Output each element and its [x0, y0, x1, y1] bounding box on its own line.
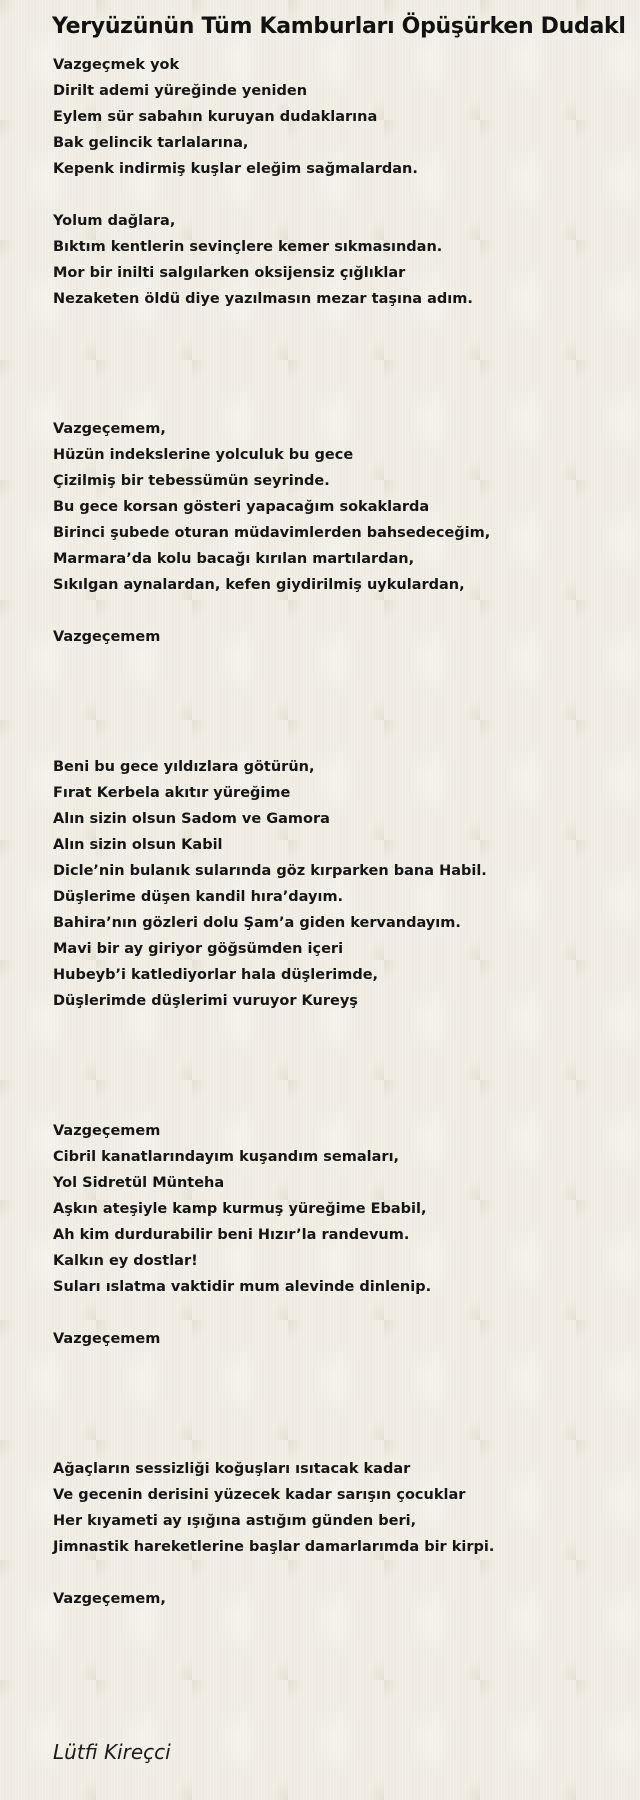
poem-line: Vazgeçemem — [53, 1123, 161, 1139]
poem-line: Kalkın ey dostlar! — [53, 1253, 198, 1269]
stanza — [53, 1118, 633, 1300]
stanza-gap — [53, 598, 633, 624]
poem-line: Marmara’da kolu bacağı kırılan martılardan, — [53, 551, 415, 567]
stanza — [53, 416, 633, 598]
poem-line: Vazgeçmek yok — [53, 57, 180, 73]
poem-line: Çizilmiş bir tebessümün seyrinde. — [53, 473, 330, 489]
poem-line: Alın sizin olsun Sadom ve Gamora — [53, 811, 330, 827]
poem-line: Ah kim durdurabilir beni Hızır’la randevum. — [53, 1227, 410, 1243]
poem-line: Sıkılgan aynalardan, kefen giydirilmiş uykulardan, — [53, 577, 465, 593]
poem-line: Bu gece korsan gösteri yapacağım sokaklarda — [53, 499, 430, 515]
poem-line: Cibril kanatlarındayım kuşandım semaları, — [53, 1149, 400, 1165]
poem-line: Nezaketen öldü diye yazılmasın mezar taşına adım. — [53, 291, 473, 307]
stanza-gap — [53, 1014, 633, 1118]
poem-body — [53, 52, 633, 1612]
poem-line: Vazgeçemem — [53, 629, 161, 645]
stanza-gap — [53, 1352, 633, 1456]
stanza-gap — [53, 312, 633, 416]
poem-line: Aşkın ateşiyle kamp kurmuş yüreğime Ebabil, — [53, 1201, 427, 1217]
poem-line: Düşlerime düşen kandil hıra’dayım. — [53, 889, 344, 905]
stanza-gap — [53, 182, 633, 208]
poem-line: Jimnastik hareketlerine başlar damarlarımda bir kirpi. — [53, 1539, 495, 1555]
poem-line: Dicle’nin bulanık sularında göz kırparken bana Habil. — [53, 863, 487, 879]
stanza-gap — [53, 1300, 633, 1326]
stanza — [53, 1586, 633, 1612]
stanza-gap — [53, 650, 633, 754]
poem-line: Kepenk indirmiş kuşlar eleğim sağmalardan. — [53, 161, 418, 177]
poem-line: Ve gecenin derisini yüzecek kadar sarışın çocuklar — [53, 1487, 466, 1503]
stanza — [53, 1456, 633, 1560]
stanza — [53, 208, 633, 312]
poem-line: Bıktım kentlerin sevinçlere kemer sıkmasından. — [53, 239, 443, 255]
poem-title: Yeryüzünün Tüm Kamburları Öpüşürken Dudakl — [52, 14, 626, 39]
poem-line: Mor bir inilti salgılarken oksijensiz çığlıklar — [53, 265, 406, 281]
poem-line: Beni bu gece yıldızlara götürün, — [53, 759, 315, 775]
poem-line: Vazgeçemem — [53, 1331, 161, 1347]
poem-line: Dirilt ademi yüreğinde yeniden — [53, 83, 308, 99]
stanza — [53, 754, 633, 1014]
poem-line: Vazgeçemem, — [53, 1591, 166, 1607]
poem-line: Hubeyb’i katlediyorlar hala düşlerimde, — [53, 967, 379, 983]
poem-line: Ağaçların sessizliği koğuşları ısıtacak kadar — [53, 1461, 411, 1477]
poem-line: Fırat Kerbela akıtır yüreğime — [53, 785, 291, 801]
stanza-gap — [53, 1560, 633, 1586]
stanza — [53, 624, 633, 650]
poem-line: Bak gelincik tarlalarına, — [53, 135, 249, 151]
poem-line: Alın sizin olsun Kabil — [53, 837, 223, 853]
poem-line: Bahira’nın gözleri dolu Şam’a giden kervandayım. — [53, 915, 461, 931]
poem-line: Mavi bir ay giriyor göğsümden içeri — [53, 941, 344, 957]
poem-line: Düşlerimde düşlerimi vuruyor Kureyş — [53, 993, 358, 1009]
poem-line: Vazgeçemem, — [53, 421, 166, 437]
poem-author: Lütfi Kireçci — [53, 1740, 171, 1764]
poem-line: Birinci şubede oturan müdavimlerden bahsedeceğim, — [53, 525, 491, 541]
stanza — [53, 1326, 633, 1352]
poem-line: Yolum dağlara, — [53, 213, 176, 229]
poem-line: Suları ıslatma vaktidir mum alevinde dinlenip. — [53, 1279, 432, 1295]
poem-line: Her kıyameti ay ışığına astığım günden beri, — [53, 1513, 417, 1529]
poem-line: Yol Sidretül Münteha — [53, 1175, 225, 1191]
poem-line: Eylem sür sabahın kuruyan dudaklarına — [53, 109, 378, 125]
stanza — [53, 52, 633, 182]
poem-line: Hüzün indekslerine yolculuk bu gece — [53, 447, 354, 463]
